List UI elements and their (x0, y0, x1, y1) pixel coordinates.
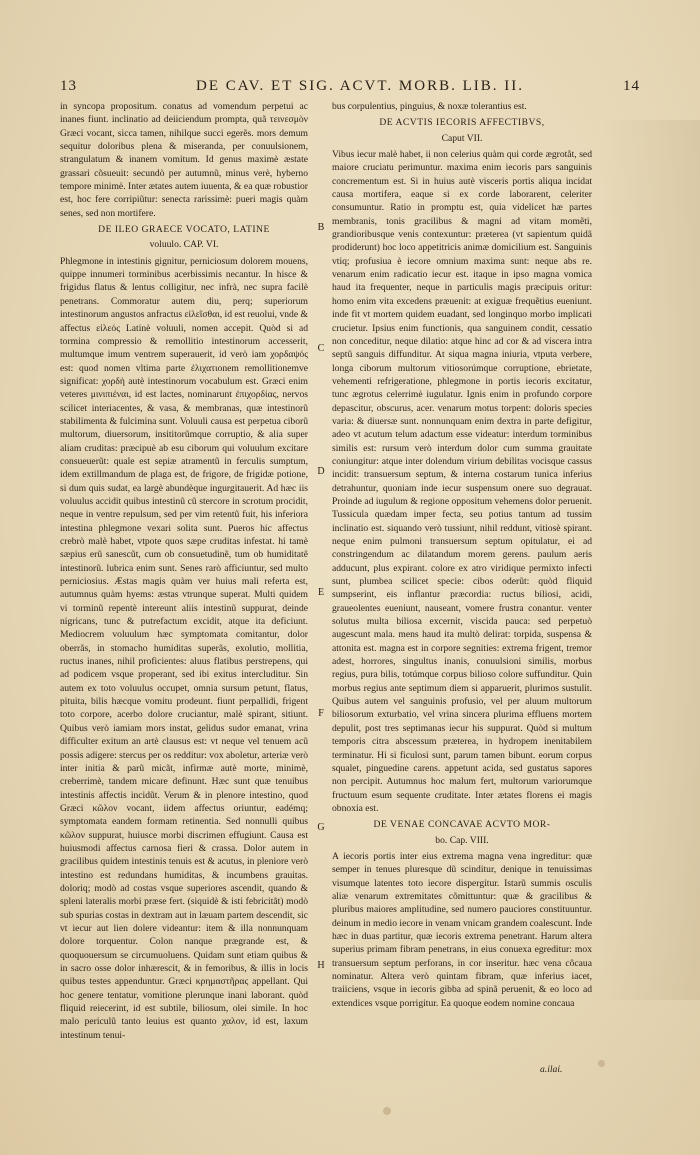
running-title: DE CAV. ET SIG. ACVT. MORB. LIB. II. (196, 78, 524, 94)
chapter-heading: DE VENAE CONCAVAE ACVTO MOR- (373, 819, 551, 831)
chapter-heading: DE ILEO GRAECE VOCATO, LATINE (98, 224, 270, 236)
chapter-heading: DE ACVTIS IECORIS AFFECTIBVS, (379, 117, 545, 129)
marginal-letter: E (317, 587, 325, 598)
right-column (332, 100, 592, 1060)
ink-spot (598, 1060, 605, 1067)
page-shadow (600, 120, 700, 1000)
page-header (60, 78, 640, 100)
left-column (60, 100, 308, 1060)
paragraph: Vibus iecur malè habet, ii non celerius quàm qui corde ægrotãt, sed maiore cruciatu perimuntur. maxima enim iecoris pars sanguinis concrementum est. Si in huius autè visceris portis aliqua incidat causa mortifera, eaque si ex corde laborarent, celeriter consumuntur. Ratio in promptu est, quia videlicet hæ partes membranis, tonis gracilibus & magni ad vitam momẽti, grandioribusque venis contexuntur: præterea (vt sapientum quidã prodiderunt) hoc loco appetitricis animæ domicilium est. Sanguinis vtiq; profusiua è iecore omnium maxima sunt: neque abs re. venarum enim radicatio iecur est. itaque in ipso magna vomica haud ita frequenter, neque in particulis magis præcipuis oritur: homo enim vita excedens præuenit: at exiguæ frequẽtius eueniunt. inde fit vt mortem quidem euadant, sed longinquo morbo implicati crucietur. Ipsius enim functionis, qua sanguinem condit, cessatio non conceditur, neque dilatio: atque hinc ad cor & ad viscera intra septũ sanguis diffunditur. At siqua magna iniuria, vtputa verbere, longa ciborum multorum vitiosorúmque corruptione, ebrietate, vehementi refrigeratione, phlegmone in portis iecoris excitatur, tunc ægrotus celerrimè iugulatur. Ignis enim in profundo corpore depascitur, obscurus, acer. venarum motus torpent: doloris species varia: & diuersæ sunt. nonnunquam enim dextra in parte defigitur, adeo vt acutum telum adactum esse videatur: interdum torminibus similis est: rursum verò interdum dolor cum summa grauitate coniungitur: atque inter dolendum virium debilitas vocisque cassus incidit: transuersum septum, & interna costarum tunica inferius detrahuntur, quoniam inde iecur suspensum onere suo degrauat. Proinde ad iugulum & regione oppositum vehemens dolor peruenit. Tussicula quædam imper fecta, seu potius tantum ad tussim inclinatio est. siquando verò tussiunt, nihil reddunt, vitiosè spirant. neque enim pulmoni transuersum septum opitulatur, ei ad constringendum ac dilatandum morem gerens. paulum aeris adducunt, plus expirant. colore ex atro viridique permixto infecti sunt, plumbea scilicet specie: cibos oderũt: quòd fliquid sumpserint, eis inflantur præcordia: ructus biliosi, acidi, graueolentes eueniunt, nauseant, vomere frustra conantur. venter solutus multa biliosa excernit, viscida pauca: sed perpetuò augescunt mala. mens haud ita multò delirat: torpida, suspensa & attonita est. magna est in corpore segnities: extrema frigent, tremor adest, horrores, singultus inanis, conuulsioni similis, morbus regius, pura bilis, totúmque corpus bilioso colore suffunditur. Quin morbus regius ante septimum diem si apparuerit, plurimos sustulit. Quibus autem vel sanguinis profusio, vel per aluum multorum biliosorum exturbatio, vel vrina sincera plurima effluens mortem depulit, post tres septimanas iecur his suppurat. Quòd si multum temporis citra abscessum præterea, in hydropem inenitabilem terminatur. Hi si ficulosi sunt, parum tamen bibunt. eorum corpus squalet, pinguedine carens. appetunt acida, sed gustatus sapores non percipit. Autumnus hoc malum fert, multorum variorumque fructuum esum sequente cruditate. Inter ætates florens ei magis obnoxia est. (332, 149, 592, 814)
marginal-letter: H (317, 960, 325, 971)
marginal-letter: D (317, 466, 325, 477)
paragraph: in syncopa propositum. conatus ad vomendum perpetui ac inanes fiunt. inclinatio ad deiiciendum prompta, quã τεινεσμὸν Græci vocant, sicca tamen, nihilque succi egerẽs. mors demum sequitur doloribus plena & miseranda, per conuulsionem, strangulatum & inanem vomitum. Id genus maximè æstate grassari cõsueuit: secundò per autumnũ, minus verè, hyberno tempore minimè. Inter ætates autem iuuenta, & ea quæ robustior est, hoc fere corripiũtur: senecta rarissimè: pueri magis quàm senes, sed non mortifere. (60, 101, 308, 219)
paragraph: bus corpulentius, pinguius, & noxæ tolerantius est. (332, 101, 527, 112)
marginal-letter: B (317, 222, 325, 233)
marginal-letter: C (317, 343, 325, 354)
left-page-number: 13 (60, 78, 77, 94)
ink-spot (383, 1107, 391, 1115)
marginal-letter: G (317, 822, 325, 833)
catchword: a.ilai. (540, 1064, 563, 1075)
chapter-subheading: bo. Cap. VIII. (435, 834, 489, 846)
marginal-letter: F (318, 708, 324, 719)
paragraph: Phlegmone in intestinis gignitur, perniciosum dolorem mouens, quippe innumeri torminibus acerbissimis necantur. In hisce & frigidus flatus & lentus colligitur, nec infrà, nec supra facilè penetrans. Commoratur autem diu, perq; superiorum intestinorum angustos anfractus εἰλεῖσθαι, id est reuolui, vnde & affectus εἰλεός Latinè voluuli, nomen accepit. Quòd si ad tormina compressio & remollitio intestinorum accesserit, multumque imum ventrem superauerit, id verò iam χορδαψός est: quod nomen vltima parte ἐλιχατιonem remollitionemve significat: χορδὴ autè intestinorum vocabulum est. Græci enim veteres μινιπιέναι, id est lactes, nominarunt ἐπιχορδίας, nervos scilicet interiacentes, & vasa, & membranas, quæ intestinorũ stabilimenta & fulcimina sunt. Voluuli causa est perpetua ciborũ multorum, diuersorum, insititorũmque corruptio, & alia super aliam cruditas: præcipuè ab esu ciborum qui voluulum excitare consueuerũt: quale est sepiæ atramentũ in ferculis sumptum, idem extillmandum de plaga est, de frigore, de frigidæ potione, si dum quis sudat, ea largè abundèque ingurgitauerit. Ad hæc iis voluulus accidit quibus intestinũ cũ stercore in scrotum procidit, neque in ventre repulsum, sed per vim retentũ fuit, his inferiora intestina phlegmone vexari solita sunt. Pueros hic affectus crebrò malè habet, vtpote quos sæpe cruditas infestat. hi tamè sæpius erũ sanescũt, cum ob consuetudinẽ, tum ob humiditatẽ intestinorũ. lubrica enim sunt. Senes rarò afficiuntur, sed multo perniciosius. Æstas magis quàm ver huius mali referta est, autumnus quàm hyems: æstas vtrunque superat. Multi quidem vi torminũ repentè intereunt aliis intestinũ suppurat, deinde nigricans, tunc & putrefactum excidit, atque ita deficiunt. Mediocrem voluulum hæc symptomata comitantur, dolor oberrãs, in stomacho humiditas superãs, exolutio, mollitia, ructus inanes, nihil proficientes: aluus flatibus perstrepens, qui ad podicem vsque properant, sed ibi exitus intercluditur. Sin autem ex toto voluulus occupet, omnia sursum petunt, flatus, pituita, bilis hæcque vomitu prodeunt. fiunt perpallidi, frigent toto corpore, acerbo dolore cruciantur, malè spirant, sitiunt. Quibus verò iamiam mors instat, gelidus sudor emanat, vrina difficulter exitum an artè clausus est: vt neque vel tenuem acũ possis adigere: stercus per os redditur: vox aboletur, arteriæ verò inter initia & parũ micãt, infirmæ autè morte, minimè, creberrimè, tandem micare definunt. Hæc sunt quæ tenuibus intestinis affectis incidũt. Verum & in plenore intestino, quod Græci κῶλον vocant, iidem affectus oriuntur, eadémq; symptomata eandem formam retinentia. Sed nonnulli quibus κῶλον suppurat, huiusce morbi discrimen effugiunt. Causa est huiusmodi affectus carnosa fieri & crassa. Dolor autem in gracilibus quidem intestinis tenuis est & acutus, in pleniore verò intestino est redundans humiditas, & incumbens grauitas. doloriq; modò ad costas vsque superiores ascendit, quando & spleni lateralis morbi præse fert. (siquidè & isti febricitãt) modò sub spurias costas in dextram aut in læuam partem descendit, sic vt iecur aut lien dolere videantur: item & illa nonnunquam dolore torquentur. Colon nanque prægrande est, & quoquouersum se circumuoluens. Quidam sunt etiam quibus & in sacro osse dolor inhærescit, & in femoribus, & illis in locis quibus testes appenduntur. Græci κρημαστῆρας appellant. Qui hoc genere tentatur, vomitione plerunque inani laborant. quòd fliquid reiecerint, id est subtile, biliosum, olei simile. In hoc malo periculũ tanto leuius est quanto χαλον, id est, laxum intestinum tenui- (60, 255, 308, 1041)
right-page-number: 14 (623, 78, 640, 94)
chapter-subheading: voluulo. CAP. VI. (149, 239, 219, 251)
chapter-subheading: Caput VII. (441, 132, 483, 144)
paragraph: A iecoris portis inter eius extrema magna vena ingreditur: quæ semper in tenues pluresque dũ scinditur, denique in tenuissimas visumque latentes toto iecore dispergitur. Istarũ summis osculis aliæ venarum extremitates cõmittuntur: quæ & gracilibus & pluribus maiores amplitudine, sed numero pauciores constituuntur. deinum in medio iecore in venam vnicam grandem coalescunt. Inde hæc in duas partitur, quæ iecoris extrema penetrant. Harum altera superius primam fibram penetrans, in eius conuexa egreditur: mox transuersum septum perforans, in cor inseritur. hæc vena côcaua nominatur. Altera verò quintam fibram, quæ inferius iacet, traiiciens, vsque in iecoris gibba ad spinã peruenit, & eo loco ad extendices vsque porrigitur. Ea quoque eodem nomine concaua (332, 850, 592, 1009)
